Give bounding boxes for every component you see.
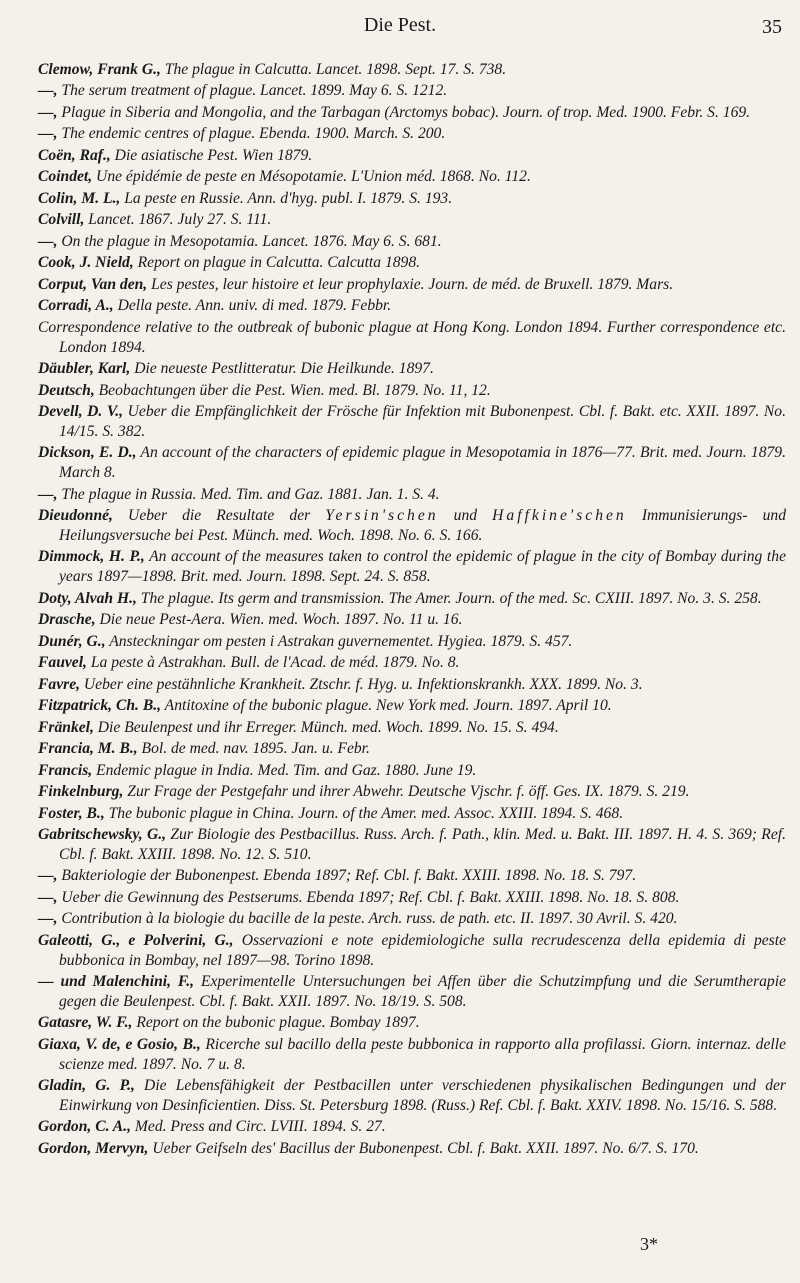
signature-mark: 3* — [640, 1234, 658, 1254]
bibliography-entry — [38, 1117, 786, 1137]
bibliography-entry — [38, 761, 786, 781]
entry-citation-spaced: Yersin'schen — [325, 507, 439, 525]
bibliography-entry — [38, 232, 786, 252]
entry-author: Galeotti, G., e Polverini, G., — [38, 931, 234, 949]
entry-author: Gordon, C. A., — [38, 1118, 132, 1136]
bibliography-entry — [38, 124, 786, 144]
entry-citation: An account of the measures taken to control the epidemic of plague in the city of Bombay during the years 1897—1898. Brit. med. Journ. 1898. Sept. 24. S. 858. — [59, 548, 786, 586]
entry-citation: Zur Frage der Pestgefahr und ihrer Abwehr. Deutsche Vjschr. f. öff. Ges. IX. 1879. S. 219. — [123, 783, 690, 801]
entry-author: —, — [38, 910, 58, 928]
entry-author: Doty, Alvah H., — [38, 589, 137, 607]
entry-author: Francia, M. B., — [38, 740, 138, 758]
bibliography-entry — [38, 103, 786, 123]
bibliography-entry — [38, 402, 786, 442]
bibliography-entry — [38, 60, 786, 80]
entry-citation: Osservazioni e note epidemiologiche sulla recrudescenza della epidemia di peste bubbonica in Bombay, nel 1897—98. Torino 1898. — [59, 931, 786, 969]
entry-author: Foster, B., — [38, 804, 105, 822]
bibliography-entry — [38, 825, 786, 865]
entry-citation: The plague. Its germ and transmission. The Amer. Journ. of the med. Sc. CXIII. 1897. No. 3. S. 258. — [136, 589, 762, 607]
bibliography-entry — [38, 1035, 786, 1075]
bibliography-entry — [38, 253, 786, 273]
entry-citation: Endemic plague in India. Med. Tim. and Gaz. 1880. June 19. — [92, 761, 477, 779]
entry-citation: Ansteckningar om pesten i Astrakan guvernementet. Hygiea. 1879. S. 457. — [105, 632, 573, 650]
entry-author: Däubler, Karl, — [38, 360, 131, 378]
bibliography-entry — [38, 589, 786, 609]
entry-citation: Ueber Geifseln des' Bacillus der Bubonenpest. Cbl. f. Bakt. XXII. 1897. No. 6/7. S. 170. — [148, 1139, 699, 1157]
entry-citation: Correspondence relative to the outbreak of bubonic plague at Hong Kong. London 1894. Further correspondence etc. London 1894. — [38, 318, 786, 356]
bibliography-entry — [38, 296, 786, 316]
bibliography-entry — [38, 381, 786, 401]
bibliography-entry — [38, 632, 786, 652]
entry-author: Deutsch, — [38, 381, 95, 399]
entry-author: —, — [38, 232, 58, 250]
entry-author: Dickson, E. D., — [38, 444, 137, 462]
entry-citation: On the plague in Mesopotamia. Lancet. 1876. May 6. S. 681. — [57, 232, 442, 250]
entry-author: Francis, — [38, 761, 93, 779]
entry-citation: und — [438, 507, 493, 525]
entry-citation: Die asiatische Pest. Wien 1879. — [110, 146, 313, 164]
bibliography-entry — [38, 318, 786, 358]
entry-author: Fauvel, — [38, 654, 87, 672]
entry-author: Dunér, G., — [38, 632, 106, 650]
entry-citation: An account of the characters of epidemic plague in Mesopotamia in 1876—77. Brit. med. Journ. 1879. March 8. — [59, 444, 786, 482]
bibliography-entry — [38, 888, 786, 908]
bibliography-entry — [38, 547, 786, 587]
entry-author: Drasche, — [38, 611, 96, 629]
entry-citation: The endemic centres of plague. Ebenda. 1900. March. S. 200. — [57, 125, 446, 143]
entry-citation: Report on plague in Calcutta. Calcutta 1898. — [133, 254, 421, 272]
entry-author: —, — [38, 867, 58, 885]
entry-author: — und Malenchini, F., — [38, 973, 195, 991]
bibliography-entry — [38, 972, 786, 1012]
entry-author: —, — [38, 103, 58, 121]
entry-citation: Zur Biologie des Pestbacillus. Russ. Arch. f. Path., klin. Med. u. Bakt. III. 1897. H. 4. S. 369; Ref. Cbl. f. Bakt. XXIII. 1898. No. 12. S. 510. — [59, 826, 786, 863]
bibliography-entry — [38, 804, 786, 824]
entry-author: Gordon, Mervyn, — [38, 1139, 149, 1157]
entry-citation: Bol. de med. nav. 1895. Jan. u. Febr. — [137, 740, 370, 758]
entry-citation: Report on the bubonic plague. Bombay 1897. — [132, 1014, 420, 1032]
bibliography-entry — [38, 696, 786, 716]
entry-author: Gatasre, W. F., — [38, 1014, 133, 1032]
entry-author: Gabritschewsky, G., — [38, 826, 167, 843]
bibliography-entry — [38, 610, 786, 630]
bibliography-list — [38, 60, 786, 1160]
page-number: 35 — [762, 16, 782, 38]
entry-author: Colin, M. L., — [38, 189, 121, 207]
entry-citation: Contribution à la biologie du bacille de la peste. Arch. russ. de path. etc. II. 1897. 30 Avril. S. 420. — [57, 910, 678, 928]
entry-author: Gladin, G. P., — [38, 1077, 135, 1095]
bibliography-entry — [38, 782, 786, 802]
bibliography-entry — [38, 1013, 786, 1033]
entry-citation: Die Lebensfähigkeit der Pestbacillen unter verschiedenen physikalischen Bedingungen und der Einwirkung von Desinficientien. Diss. St. Petersburg 1898. (Russ.) Ref. Cbl. f. Bakt. XXIV. 1898. No. 15/16. S. 588. — [59, 1077, 786, 1114]
entry-author: Devell, D. V., — [38, 403, 124, 421]
entry-citation: The bubonic plague in China. Journ. of the Amer. med. Assoc. XXIII. 1894. S. 468. — [104, 804, 624, 822]
entry-author: Cook, J. Nield, — [38, 254, 134, 272]
entry-author: Clemow, Frank G., — [38, 61, 161, 78]
entry-citation: Une épidémie de peste en Mésopotamie. L'Union méd. 1868. No. 112. — [92, 168, 531, 186]
bibliography-entry — [38, 81, 786, 101]
entry-citation: Ueber die Gewinnung des Pestserums. Ebenda 1897; Ref. Cbl. f. Bakt. XXIII. 1898. No. 18. S. 808. — [57, 888, 680, 906]
entry-citation: Bakteriologie der Bubonenpest. Ebenda 1897; Ref. Cbl. f. Bakt. XXIII. 1898. No. 18. S. 797. — [57, 867, 637, 885]
entry-citation: Immunisierungs- und Heilungsversuche bei Pest. Münch. med. Woch. 1898. No. 6. S. 166. — [59, 507, 786, 544]
bibliography-entry — [38, 506, 786, 546]
bibliography-entry — [38, 359, 786, 379]
entry-citation: Les pestes, leur histoire et leur prophylaxie. Journ. de méd. de Bruxell. 1879. Mars. — [147, 275, 674, 293]
entry-author: Dimmock, H. P., — [38, 548, 145, 566]
bibliography-entry — [38, 866, 786, 886]
entry-citation: The plague in Calcutta. Lancet. 1898. Sept. 17. S. 738. — [160, 61, 507, 78]
entry-author: Fitzpatrick, Ch. B., — [38, 697, 162, 715]
entry-author: Finkelnburg, — [38, 783, 124, 801]
entry-author: Coindet, — [38, 168, 93, 186]
entry-citation: The serum treatment of plague. Lancet. 1899. May 6. S. 1212. — [57, 82, 448, 100]
entry-citation: La peste à Astrakhan. Bull. de l'Acad. de méd. 1879. No. 8. — [86, 654, 460, 672]
entry-citation: Ueber eine pestähnliche Krankheit. Ztschr. f. Hyg. u. Infektionskrankh. XXX. 1899. No. 3. — [80, 675, 643, 693]
entry-citation: Ueber die Empfänglichkeit der Frösche für Infektion mit Bubonenpest. Cbl. f. Bakt. etc. XXII. 1897. No. 14/15. S. 382. — [59, 403, 786, 440]
entry-author: —, — [38, 125, 58, 143]
bibliography-entry — [38, 909, 786, 929]
entry-citation: Experimentelle Untersuchungen bei Affen über die Schutzimpfung und die Serumtherapie gegen die Beulenpest. Cbl. f. Bakt. XXII. 1897. No. 18/19. S. 508. — [59, 973, 786, 1010]
entry-citation: Antitoxine of the bubonic plague. New York med. Journ. 1897. April 10. — [161, 697, 612, 715]
entry-citation: Ueber die Resultate der — [112, 507, 326, 525]
bibliography-entry — [38, 146, 786, 166]
entry-author: Dieudonné, — [38, 507, 113, 525]
entry-citation-spaced: Haffkine'schen — [492, 507, 627, 525]
entry-citation: Lancet. 1867. July 27. S. 111. — [84, 211, 272, 229]
entry-author: Favre, — [38, 675, 81, 693]
entry-author: —, — [38, 888, 58, 906]
running-title: Die Pest. — [363, 14, 437, 36]
bibliography-entry — [38, 718, 786, 738]
bibliography-entry — [38, 653, 786, 673]
entry-author: Corput, Van den, — [38, 275, 148, 293]
entry-citation: Della peste. Ann. univ. di med. 1879. Febbr. — [113, 297, 392, 315]
entry-author: Coën, Raf., — [38, 146, 111, 164]
bibliography-entry — [38, 443, 786, 483]
bibliography-entry — [38, 931, 786, 971]
entry-citation: La peste en Russie. Ann. d'hyg. publ. I. 1879. S. 193. — [120, 189, 453, 207]
entry-author: —, — [38, 82, 58, 100]
entry-author: Giaxa, V. de, e Gosio, B., — [38, 1035, 201, 1053]
entry-author: Fränkel, — [38, 718, 94, 736]
entry-author: —, — [38, 485, 58, 503]
entry-citation: Plague in Siberia and Mongolia, and the Tarbagan (Arctomys bobac). Journ. of trop. Med. 1900. Febr. S. 169. — [57, 103, 751, 121]
bibliography-entry — [38, 1076, 786, 1116]
entry-citation: Die Beulenpest und ihr Erreger. Münch. med. Woch. 1899. No. 15. S. 494. — [93, 718, 559, 736]
entry-citation: Med. Press and Circ. LVIII. 1894. S. 27. — [131, 1118, 386, 1136]
entry-author: Colvill, — [38, 211, 85, 229]
bibliography-entry — [38, 210, 786, 230]
entry-citation: Ricerche sul bacillo della peste bubbonica in rapporto alla profilassi. Giorn. internaz. delle scienze med. 1897. No. 7 u. 8. — [59, 1035, 786, 1073]
bibliography-entry — [38, 675, 786, 695]
bibliography-entry — [38, 189, 786, 209]
entry-author: Corradi, A., — [38, 297, 114, 315]
bibliography-entry — [38, 485, 786, 505]
entry-citation: Beobachtungen über die Pest. Wien. med. Bl. 1879. No. 11, 12. — [94, 381, 491, 399]
entry-citation: Die neue Pest-Aera. Wien. med. Woch. 1897. No. 11 u. 16. — [95, 611, 463, 629]
bibliography-entry — [38, 739, 786, 759]
bibliography-entry — [38, 275, 786, 295]
entry-citation: Die neueste Pestlitteratur. Die Heilkunde. 1897. — [130, 360, 434, 378]
bibliography-entry — [38, 167, 786, 187]
entry-citation: The plague in Russia. Med. Tim. and Gaz. 1881. Jan. 1. S. 4. — [57, 485, 440, 503]
bibliography-entry — [38, 1139, 786, 1159]
